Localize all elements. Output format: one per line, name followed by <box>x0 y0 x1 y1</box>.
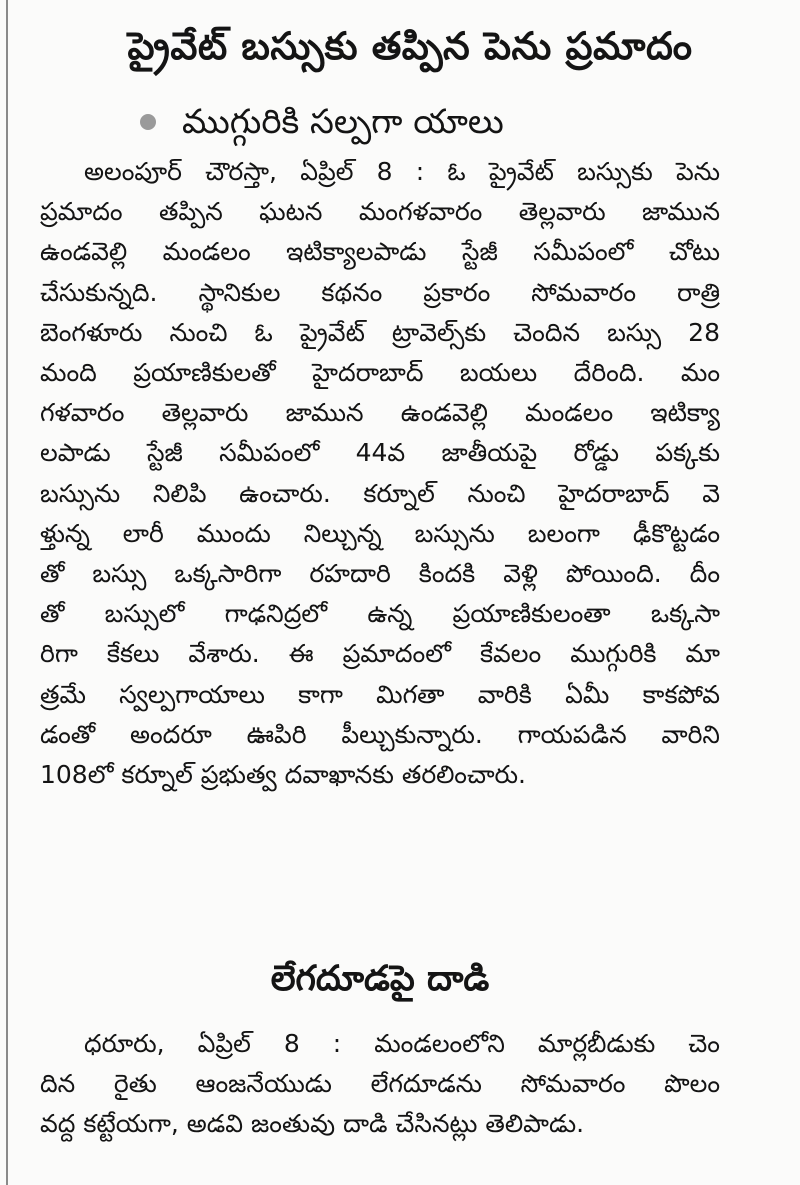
brief-line: వద్ద కట్టేయగా, అడవి జంతువు దాడి చేసినట్లు తెలిపాడు. <box>40 1109 585 1139</box>
article-line: 108లో కర్నూల్ ప్రభుత్వ దవాఖానకు తరలించారు. <box>40 760 526 790</box>
article-line: తో బస్సు ఒక్కసారిగా రహదారి కిందకి వెళ్లి పోయింది. దీం <box>40 559 720 589</box>
brief-line: ధరూరు, ఏప్రిల్ 8 : మండలంలోని మార్లబీడుకు చెం <box>84 1029 720 1058</box>
article-line: రిగా కేకలు వేశారు. ఈ ప్రమాదంలో కేవలం ముగ్గురికి మా <box>40 639 720 669</box>
brief-article-body <box>40 1024 720 1145</box>
article-line: అలంపూర్ చౌరస్తా, ఏప్రిల్ 8 : ఓ ప్రైవేట్ బస్సుకు పెను <box>84 157 720 186</box>
article-line: డంతో అందరూ ఊపిరి పీల్చుకున్నారు. గాయపడిన వారిని <box>40 719 720 749</box>
article-line: ళ్తున్న లారీ ముందు నిల్చున్న బస్సును బలంగా ఢీకొట్టడం <box>40 518 720 548</box>
article-line: చేసుకున్నది. స్థానికుల కథనం ప్రకారం సోమవారం రాత్రి <box>40 277 720 307</box>
article-line: గళవారం తెల్లవారు జామున ఉండవెల్లి మండలం ఇటిక్యా <box>40 398 720 428</box>
article-line: ఉండవెల్లి మండలం ఇటిక్యాలపాడు స్టేజీ సమీపంలో చోటు <box>40 237 720 267</box>
subheadline-text: ముగ్గురికి సల్పగా యాలు <box>182 102 504 142</box>
brief-line: దిన రైతు ఆంజనేయుడు లేగదూడను సోమవారం పొలం <box>40 1069 720 1099</box>
article-line: బస్సును నిలిపి ఉంచారు. కర్నూల్ నుంచి హైదరాబాద్ వె <box>40 478 720 508</box>
headline: ప్రైవేట్ బస్సుకు తప్పిన పెను ప్రమాదం <box>127 24 693 68</box>
column-rule <box>6 0 8 1185</box>
article-line: త్రమే స్వల్పగాయాలు కాగా మిగతా వారికి ఏమీ కాకపోవ <box>40 679 720 709</box>
main-article-body <box>40 152 720 795</box>
article-line: లపాడు స్టేజీ సమీపంలో 44వ జాతీయపై రోడ్డు పక్కకు <box>40 438 720 468</box>
article-line: మంది ప్రయాణికులతో హైదరాబాద్ బయలు దేరింది. మం <box>40 358 720 388</box>
bullet-icon <box>140 114 156 130</box>
article-line: బెంగళూరు నుంచి ఓ ప్రైవేట్ ట్రావెల్స్‌కు చెందిన బస్సు 28 <box>40 317 720 347</box>
article-line: ప్రమాదం తప్పిన ఘటన మంగళవారం తెల్లవారు జామున <box>40 197 720 227</box>
subheadline <box>140 92 700 152</box>
brief-heading: లేగదూడపై దాడి <box>270 959 490 999</box>
article-line: తో బస్సులో గాఢనిద్రలో ఉన్న ప్రయాణికులంతా ఒక్కసా <box>40 599 720 629</box>
